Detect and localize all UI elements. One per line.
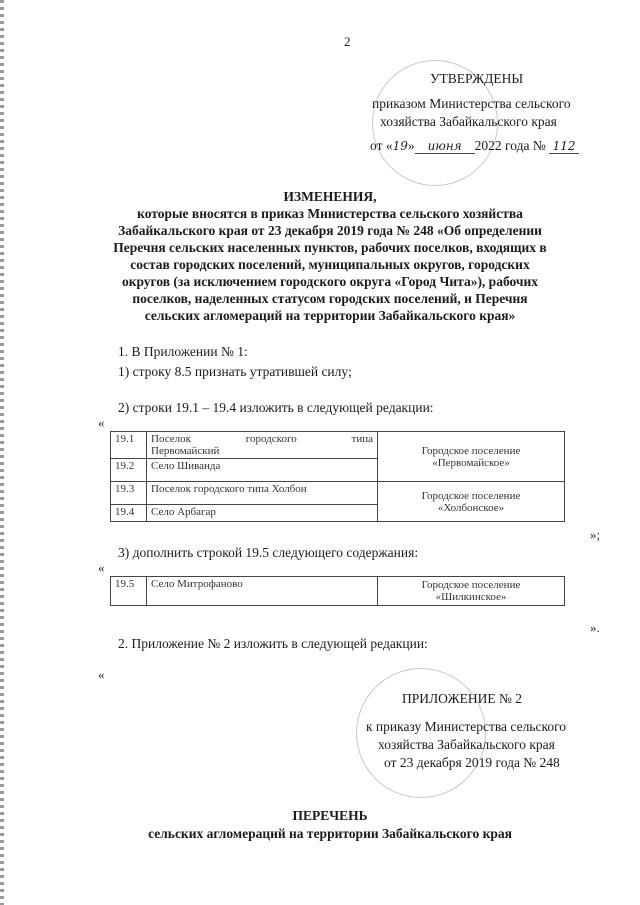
approval-line-1: приказом Министерства сельского (372, 96, 571, 111)
appendix-line-3: от 23 декабря 2019 года № 248 (384, 755, 560, 770)
title-line: которые вносятся в приказ Министерства сельского хозяйства (137, 206, 523, 221)
row-number: 19.2 (111, 459, 147, 482)
title-line: Забайкальского края от 23 декабря 2019 года № 248 «Об определении (118, 223, 542, 238)
table-row (111, 577, 565, 606)
item-1: 1. В Приложении № 1: (118, 344, 248, 359)
approval-heading: УТВЕРЖДЕНЫ (430, 71, 524, 86)
row-number: 19.1 (111, 432, 147, 459)
open-quote: « (98, 667, 105, 682)
rows-table-19-1-4 (110, 431, 565, 522)
item-1-1: 1) строку 8.5 признать утратившей силу; (118, 364, 352, 379)
row-name: Село Шиванда (147, 459, 378, 482)
row-name: Село Арбагар (147, 505, 378, 522)
row-table-19-5 (110, 576, 565, 606)
appendix-heading: ПРИЛОЖЕНИЕ № 2 (402, 691, 523, 706)
settlement-cell: Городское поселение «Первомайское» (378, 432, 565, 482)
appendix-line-1: к приказу Министерства сельского (366, 719, 567, 734)
table-row (111, 482, 565, 505)
close-quote: ». (590, 620, 600, 635)
row-number: 19.5 (111, 577, 147, 606)
settlement-cell: Городское поселение «Холбонское» (378, 482, 565, 522)
handwritten-month: июня (415, 139, 475, 154)
row-name: Поселок городского типа Первомайский (147, 432, 378, 459)
page-number: 2 (344, 34, 351, 49)
title-line: состав городских поселений, муниципальных округов, городских (130, 257, 530, 272)
title-line: Перечня сельских населенных пунктов, рабочих поселков, входящих в (113, 240, 547, 255)
settlement-cell: Городское поселение «Шилкинское» (378, 577, 565, 606)
row-name: Село Митрофаново (147, 577, 378, 606)
row-name: Поселок городского типа Холбон (147, 482, 378, 505)
document-title (70, 188, 590, 324)
row-number: 19.3 (111, 482, 147, 505)
list-heading: ПЕРЕЧЕНЬ (292, 808, 368, 823)
handwritten-day: 19 (392, 139, 408, 153)
approval-line-2: хозяйства Забайкальского края (380, 114, 557, 129)
list-subtitle: сельских агломераций на территории Забайкальского края (148, 826, 512, 841)
appendix-line-2: хозяйства Забайкальского края (378, 737, 555, 752)
open-quote: « (98, 415, 105, 430)
item-1-2: 2) строки 19.1 – 19.4 изложить в следующей редакции: (118, 400, 434, 415)
item-1-3: 3) дополнить строкой 19.5 следующего содержания: (118, 545, 419, 560)
handwritten-number: 112 (549, 139, 579, 154)
open-quote: « (98, 560, 105, 575)
item-2: 2. Приложение № 2 изложить в следующей редакции: (118, 636, 428, 651)
title-line: округов (за исключением городского округа «Город Чита»), рабочих (121, 274, 539, 289)
title-line: сельских агломераций на территории Забайкальского края» (144, 308, 516, 323)
title-heading: ИЗМЕНЕНИЯ, (283, 189, 377, 204)
table-row (111, 432, 565, 459)
row-number: 19.4 (111, 505, 147, 522)
scan-edge (0, 0, 4, 905)
close-quote: »; (590, 527, 601, 542)
title-line: поселков, наделенных статусом городских поселений, и Перечня (132, 291, 528, 306)
approval-date: от «19» июня 2022 года № 112 (370, 138, 579, 154)
